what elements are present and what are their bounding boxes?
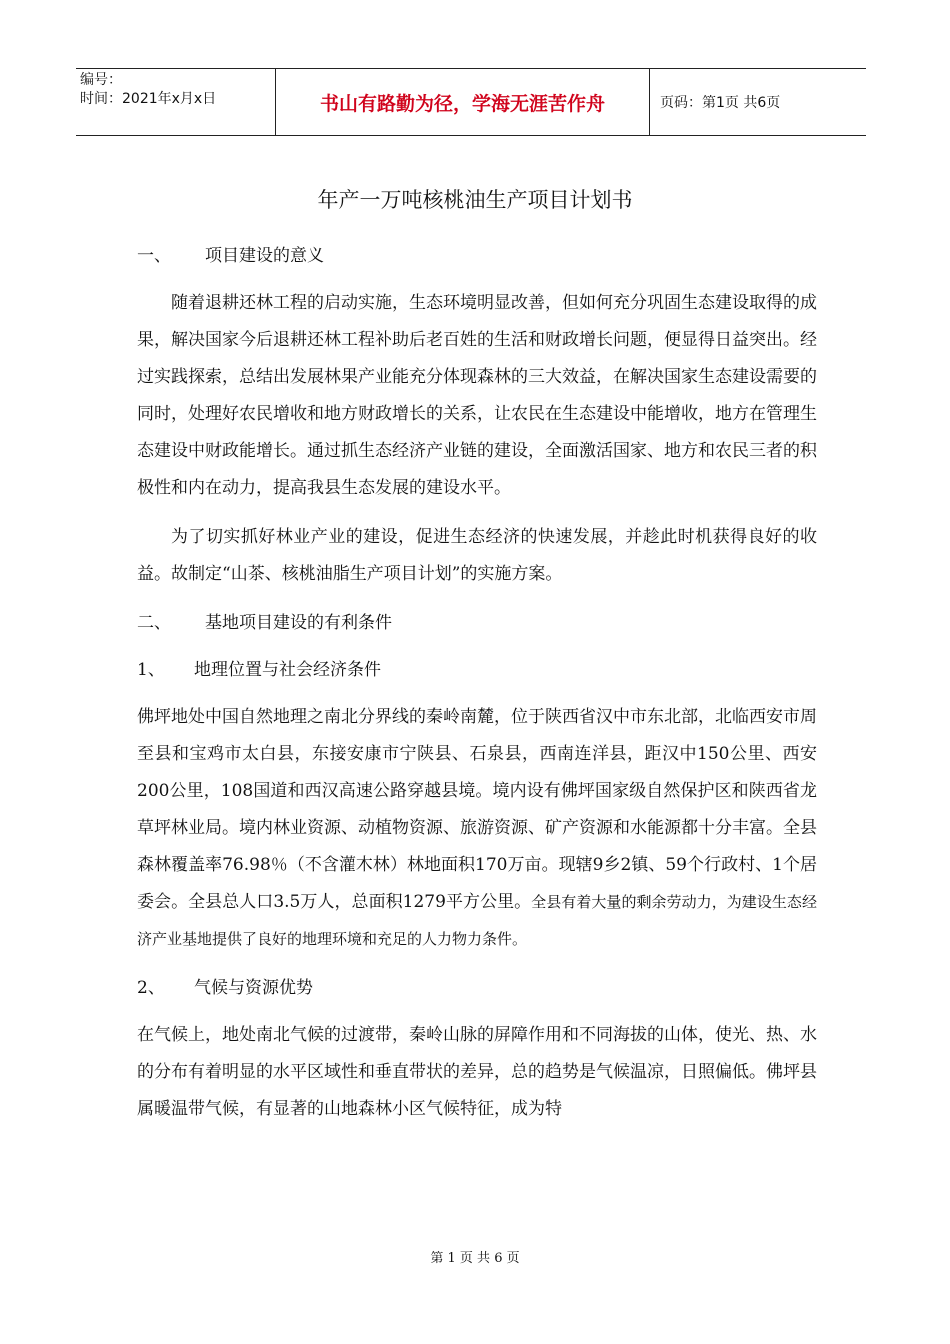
subsection-title: 地理位置与社会经济条件 [194,660,381,680]
paragraph-3 [137,699,817,958]
subsection-heading-1 [137,652,817,689]
header-table [76,68,866,136]
header-meta [76,69,276,135]
section-number: 一、 [137,246,171,266]
document-body [137,238,817,1140]
header-motto: 书山有路勤为径，学海无涯苦作舟 [276,69,650,135]
paragraph-3-main: 佛坪地处中国自然地理之南北分界线的秦岭南麓，位于陕西省汉中市东北部，北临西安市周至县和宝鸡市太白县，东接安康市宁陕县、石泉县，西南连洋县，距汉中150公里、西安200公里，108国道和西汉高速公路穿越县境。境内设有佛坪国家级自然保护区和陕西省龙草坪林业局。境内林业资源、动植物资源、旅游资源、矿产资源和水能源都十分丰富。全县森林覆盖率76.98％（不含灌木林）林地面积170万亩。现辖9乡2镇、59个行政村、1个居委会。全县总人口3.5万人，总面积1279平方公里。 [137,707,817,912]
section-number: 二、 [137,613,171,633]
section-title: 基地项目建设的有利条件 [205,613,392,633]
subsection-heading-2 [137,970,817,1007]
paragraph-1: 随着退耕还林工程的启动实施，生态环境明显改善，但如何充分巩固生态建设取得的成果，解决国家今后退耕还林工程补助后老百姓的生活和财政增长问题，便显得日益突出。经过实践探索，总结出发展林果产业能充分体现森林的三大效益，在解决国家生态建设需要的同时，处理好农民增收和地方财政增长的关系，让农民在生态建设中能增收，地方在管理生态建设中财政能增长。通过抓生态经济产业链的建设，全面激活国家、地方和农民三者的积极性和内在动力，提高我县生态发展的建设水平。 [137,293,817,498]
section-title: 项目建设的意义 [205,246,324,266]
subsection-title: 气候与资源优势 [194,978,313,998]
subsection-number: 1、 [137,660,165,680]
section-heading-1 [137,238,817,275]
header-page-info: 页码：第1页 共6页 [660,95,781,111]
paragraph-4: 在气候上，地处南北气候的过渡带，秦岭山脉的屏障作用和不同海拔的山体，使光、热、水的分布有着明显的水平区域性和垂直带状的差异，总的趋势是气候温凉，日照偏低。佛坪县属暖温带气候，有显著的山地森林小区气候特征，成为特 [137,1025,817,1119]
serial-label: 编号： [80,72,122,88]
document-title: 年产一万吨核桃油生产项目计划书 [317,188,633,212]
paragraph-3-small: 全县有着大量的剩余劳动力，为建设生态经济产业基地提供了良好的地理环境和充足的人力物力条件。 [137,893,817,948]
paragraph-2: 为了切实抓好林业产业的建设，促进生态经济的快速发展，并趁此时机获得良好的收益。故制定“山茶、核桃油脂生产项目计划”的实施方案。 [137,527,817,584]
time-label: 时间：2021年x月x日 [80,91,217,107]
subsection-number: 2、 [137,978,165,998]
page-footer: 第 1 页 共 6 页 [430,1251,520,1266]
section-heading-2 [137,605,817,642]
